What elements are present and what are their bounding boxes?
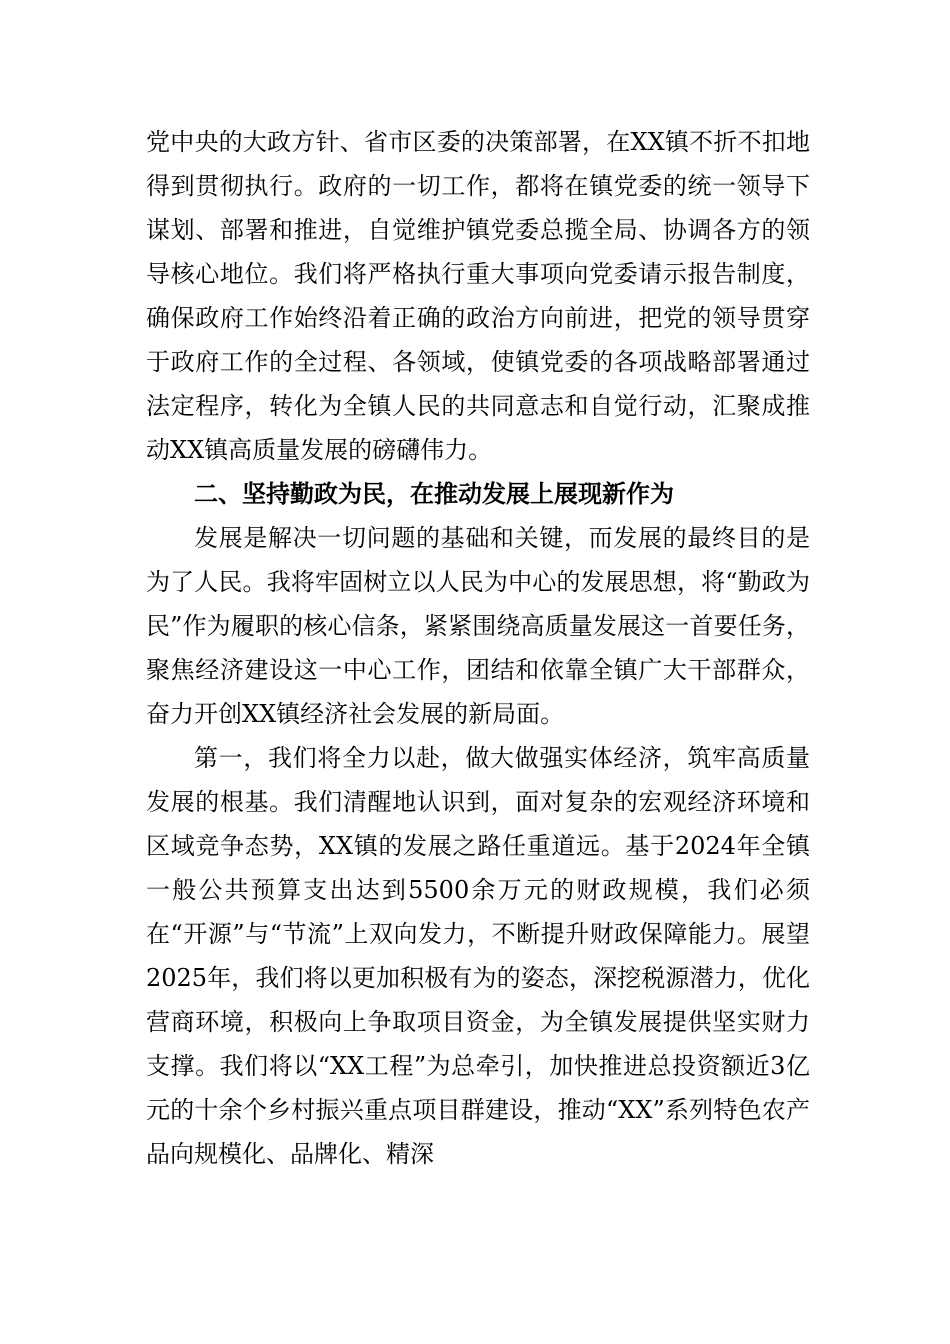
continued-paragraph: 党中央的大政方针、省市区委的决策部署，在XX镇不折不扣地得到贯彻执行。政府的一切工作，都将在镇党委的统一领导下谋划、部署和推进，自觉维护镇党委总揽全局、协调各方的领导核心地位。我们将严格执行重大事项向党委请示报告制度，确保政府工作始终沿着正确的政治方向前进，把党的领导贯穿于政府工作的全过程、各领域，使镇党委的各项战略部署通过法定程序，转化为全镇人民的共同意志和自觉行动，汇聚成推动XX镇高质量发展的磅礴伟力。	[146, 128, 810, 464]
section-heading: 二、坚持勤政为民，在推动发展上展现新作为	[194, 480, 674, 508]
section-intro-paragraph: 发展是解决一切问题的基础和关键，而发展的最终目的是为了人民。我将牢固树立以人民为中心的发展思想，将“勤政为民”作为履职的核心信条，紧紧围绕高质量发展这一首要任务，聚焦经济建设这一中心工作，团结和依靠全镇广大干部群众，奋力开创XX镇经济社会发展的新局面。	[146, 524, 810, 728]
document-body	[146, 120, 810, 1176]
first-point-paragraph: 第一，我们将全力以赴，做大做强实体经济，筑牢高质量发展的根基。我们清醒地认识到，面对复杂的宏观经济环境和区域竞争态势，XX镇的发展之路任重道远。基于2024年全镇一般公共预算支出达到5500余万元的财政规模，我们必须在“开源”与“节流”上双向发力，不断提升财政保障能力。展望2025年，我们将以更加积极有为的姿态，深挖税源潜力，优化营商环境，积极向上争取项目资金，为全镇发展提供坚实财力支撑。我们将以“XX工程”为总牵引，加快推进总投资额近3亿元的十余个乡村振兴重点项目群建设，推动“XX”系列特色农产品向规模化、品牌化、精深	[146, 744, 810, 1168]
